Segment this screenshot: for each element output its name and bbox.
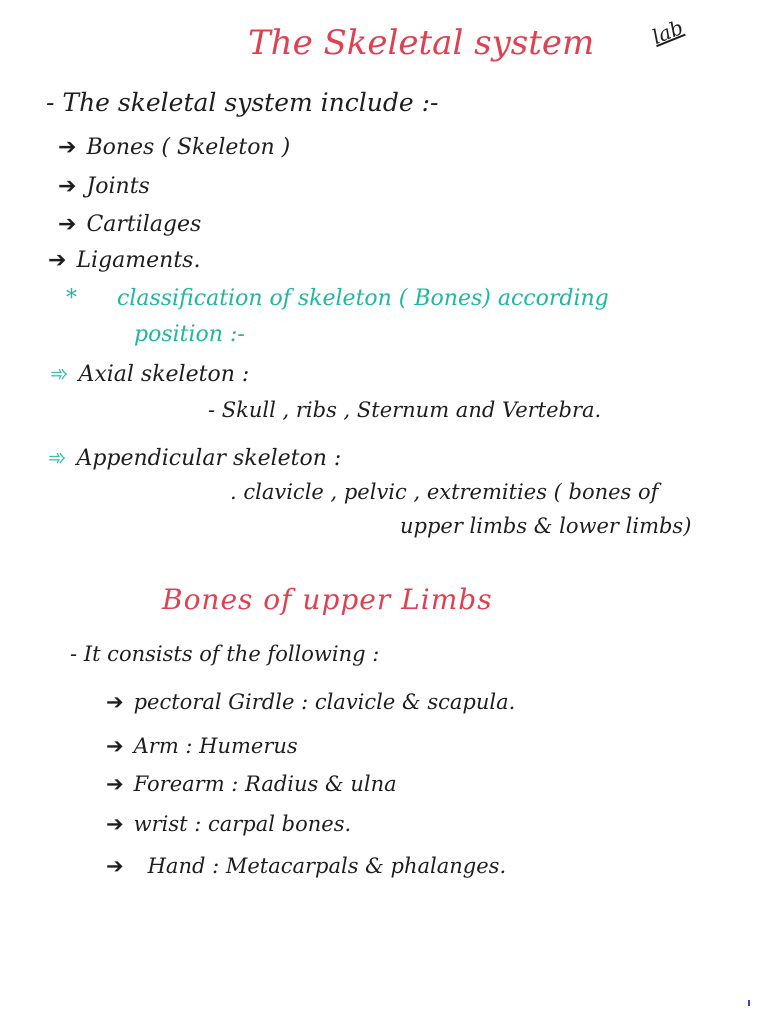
lab-label: lab xyxy=(648,15,687,49)
classification-line-1 xyxy=(66,288,609,310)
arrow-icon: ➔ xyxy=(106,690,124,714)
arrow-icon: ➔ xyxy=(48,248,67,273)
arrow-icon: ➔ xyxy=(106,854,124,878)
component-text: Bones ( Skeleton ) xyxy=(86,135,291,160)
axial-heading-text: Axial skeleton : xyxy=(78,362,250,387)
arrow-icon: ➔ xyxy=(58,212,77,237)
arrow-icon: ➔ xyxy=(58,135,77,160)
upper-limb-item-arm xyxy=(106,736,298,757)
page-title: The Skeletal system xyxy=(248,23,595,63)
double-arrow-icon: ➾ xyxy=(48,446,67,471)
section-heading-upper-limbs: Bones of upper Limbs xyxy=(162,583,493,616)
classification-line-2: position :- xyxy=(134,322,245,347)
upper-limb-text: Arm : Humerus xyxy=(133,734,298,758)
upper-limb-item-pectoral xyxy=(106,692,515,713)
axial-heading xyxy=(50,364,249,386)
pen-mark xyxy=(748,1000,750,1006)
classification-text: classification of skeleton ( Bones) according xyxy=(117,286,609,311)
upper-limb-text: wrist : carpal bones. xyxy=(133,812,352,836)
double-arrow-icon: ➾ xyxy=(50,362,69,387)
intro-line: - The skeletal system include :- xyxy=(46,88,439,117)
axial-detail: - Skull , ribs , Sternum and Vertebra. xyxy=(208,398,602,422)
upper-limb-item-forearm xyxy=(106,774,397,795)
upper-limb-text: Forearm : Radius & ulna xyxy=(133,772,397,796)
component-item-ligaments xyxy=(48,250,200,272)
upper-limbs-intro: - It consists of the following : xyxy=(70,642,380,666)
upper-limb-text: pectoral Girdle : clavicle & scapula. xyxy=(133,690,516,714)
upper-limb-item-wrist xyxy=(106,814,351,835)
component-text: Joints xyxy=(86,174,150,199)
arrow-icon: ➔ xyxy=(106,772,124,796)
arrow-icon: ➔ xyxy=(106,734,124,758)
upper-limb-text: Hand : Metacarpals & phalanges. xyxy=(147,854,507,878)
star-icon: * xyxy=(66,286,77,311)
appendicular-heading xyxy=(48,448,341,470)
appendicular-detail-2: upper limbs & lower limbs) xyxy=(400,514,692,538)
component-item-cartilages xyxy=(58,214,201,236)
arrow-icon: ➔ xyxy=(106,812,124,836)
arrow-icon: ➔ xyxy=(58,174,77,199)
appendicular-heading-text: Appendicular skeleton : xyxy=(76,446,342,471)
component-text: Cartilages xyxy=(86,212,202,237)
component-item-bones xyxy=(58,137,290,159)
component-text: Ligaments. xyxy=(76,248,201,273)
upper-limb-item-hand xyxy=(106,856,506,877)
appendicular-detail-1: . clavicle , pelvic , extremities ( bones of xyxy=(230,480,659,504)
component-item-joints xyxy=(58,176,150,198)
